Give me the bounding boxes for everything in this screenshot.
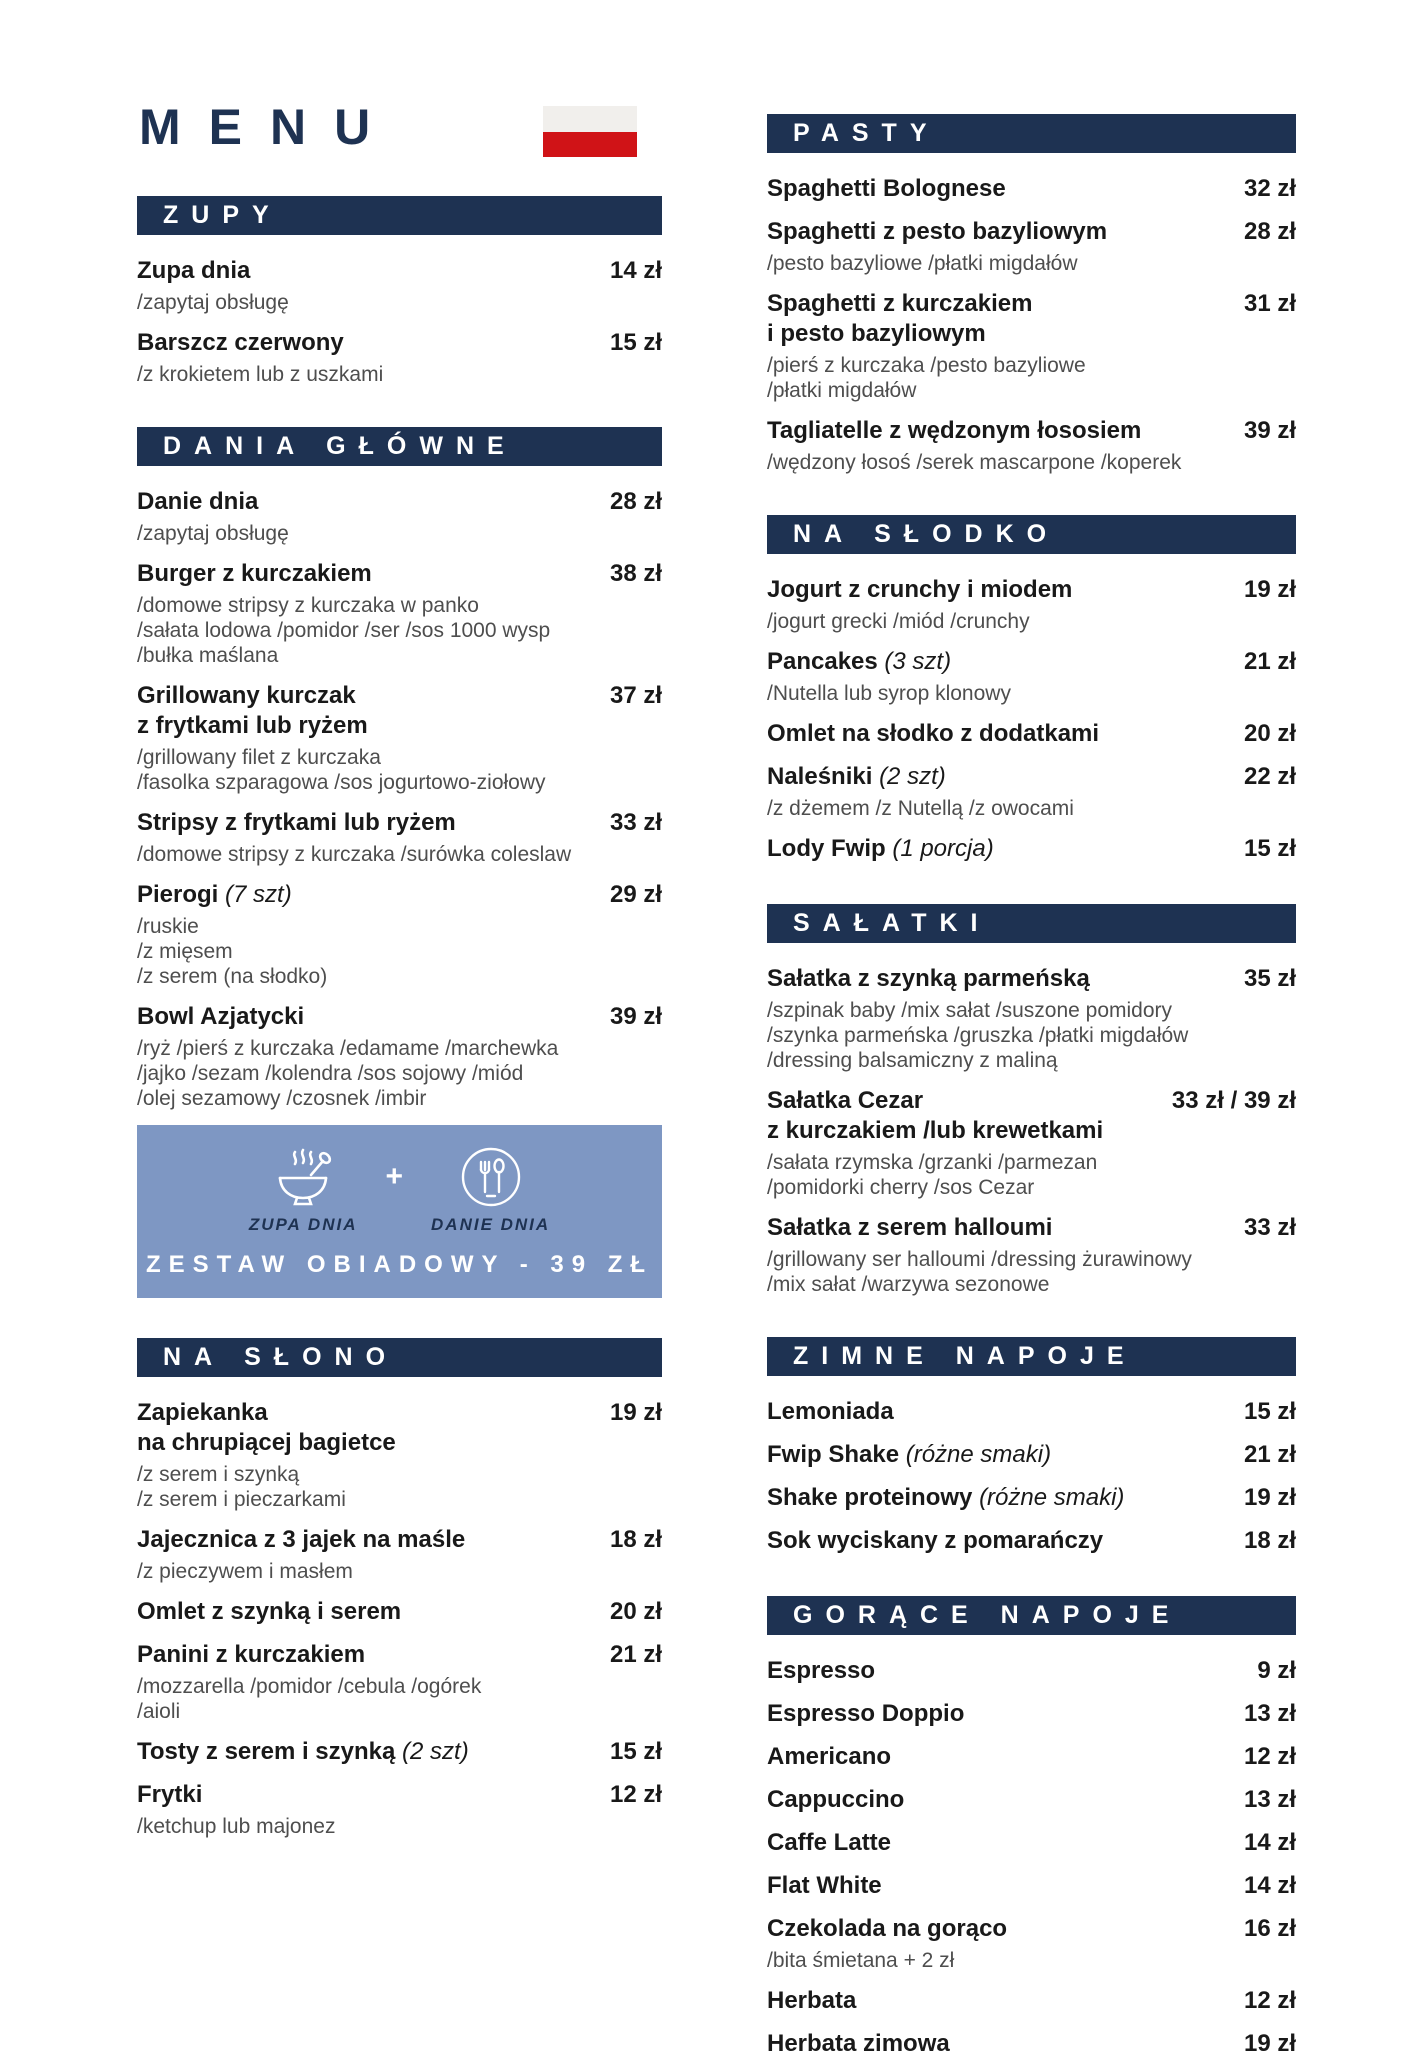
item-name-line: Zapiekanka (137, 1399, 268, 1426)
section-header (767, 114, 1296, 153)
menu-item (767, 762, 1296, 821)
menu-item (137, 880, 662, 989)
item-name (767, 1828, 891, 1858)
item-description (767, 681, 1296, 706)
item-description-line: /jogurt grecki /miód /crunchy (767, 610, 1030, 633)
item-name-line: Spaghetti Bolognese (767, 175, 1006, 202)
menu-item (137, 1002, 662, 1111)
item-price: 29 zł (609, 881, 662, 908)
item-quantity-note: (2 szt) (879, 763, 946, 790)
item-name-line: Tosty z serem i szynką (2 szt) (137, 1738, 469, 1765)
menu-left-column (137, 196, 662, 1852)
item-description (137, 1036, 662, 1111)
menu-item-header (137, 559, 662, 589)
item-name (137, 1398, 396, 1458)
item-name (137, 487, 258, 517)
menu-item (767, 1914, 1296, 1973)
item-description-line: /dressing balsamiczny z maliną (767, 1049, 1058, 1072)
menu-item (767, 1526, 1296, 1556)
menu-item-header (767, 416, 1296, 446)
section-header-label: ZUPY (163, 201, 282, 229)
item-description-line: /ruskie (137, 915, 199, 938)
menu-item-header (137, 1525, 662, 1555)
item-description (137, 745, 662, 795)
menu-item-header (767, 964, 1296, 994)
item-description (767, 353, 1296, 403)
item-name-line: z frytkami lub ryżem (137, 712, 368, 739)
section-header-label: GORĄCE NAPOJE (793, 1601, 1182, 1629)
item-name-line: Americano (767, 1743, 892, 1770)
menu-item (137, 328, 662, 387)
section-header (767, 904, 1296, 943)
menu-item-header (137, 328, 662, 358)
menu-item (767, 834, 1296, 864)
menu-item-header (767, 1914, 1296, 1944)
item-price: 14 zł (609, 257, 662, 284)
item-description-line: /grillowany ser halloumi /dressing żurawinowy (767, 1248, 1192, 1271)
menu-item-header (767, 575, 1296, 605)
item-description (137, 1559, 662, 1584)
item-price: 16 zł (1243, 1915, 1296, 1942)
item-name (137, 256, 250, 286)
item-name-line: Barszcz czerwony (137, 329, 344, 356)
item-description-line: /z serem i szynką (137, 1463, 300, 1486)
item-description-line: /sałata lodowa /pomidor /ser /sos 1000 wysp (137, 619, 551, 642)
menu-item (767, 289, 1296, 403)
menu-item (767, 1086, 1296, 1200)
poland-flag-white-stripe (543, 106, 637, 132)
menu-item-header (137, 256, 662, 286)
menu-item (767, 1397, 1296, 1427)
item-description-line: /zapytaj obsługę (137, 291, 289, 314)
item-description (767, 796, 1296, 821)
item-name-line: Panini z kurczakiem (137, 1641, 366, 1668)
poland-flag-red-stripe (543, 132, 637, 158)
item-name (767, 1785, 904, 1815)
item-description (137, 1674, 662, 1724)
item-price: 19 zł (1243, 576, 1296, 603)
section-header-label: NA SŁONO (163, 1343, 399, 1371)
item-name-line: Tagliatelle z wędzonym łososiem (767, 417, 1142, 444)
item-price: 18 zł (1243, 1527, 1296, 1554)
item-description-line: /bita śmietana + 2 zł (767, 1949, 955, 1972)
item-description-line: /ketchup lub majonez (137, 1815, 336, 1838)
item-name (767, 964, 1090, 994)
menu-item (767, 719, 1296, 749)
item-name (767, 1742, 891, 1772)
item-name-line: Lemoniada (767, 1398, 894, 1425)
item-description-line: /pomidorki cherry /sos Cezar (767, 1176, 1035, 1199)
item-price: 20 zł (1243, 720, 1296, 747)
menu-item-header (137, 1398, 662, 1458)
menu-item-header (767, 1828, 1296, 1858)
item-price: 21 zł (1243, 648, 1296, 675)
menu-item (137, 1398, 662, 1512)
item-price: 9 zł (1257, 1657, 1296, 1684)
menu-item-header (137, 487, 662, 517)
item-description-line: /domowe stripsy z kurczaka /surówka coleslaw (137, 843, 572, 866)
item-description (767, 1150, 1296, 1200)
promo-icons-row (249, 1145, 550, 1235)
section-header (137, 427, 662, 466)
menu-item (767, 1785, 1296, 1815)
menu-item (137, 1640, 662, 1724)
menu-item (137, 1780, 662, 1839)
item-price: 21 zł (1243, 1441, 1296, 1468)
item-name-line: Caffe Latte (767, 1829, 892, 1856)
item-description-line: /mix sałat /warzywa sezonowe (767, 1273, 1050, 1296)
lunch-set-promo (137, 1125, 662, 1298)
item-name (767, 217, 1107, 247)
menu-item (767, 964, 1296, 1073)
item-name-line: na chrupiącej bagietce (137, 1429, 396, 1456)
item-description-line: /z serem i pieczarkami (137, 1488, 346, 1511)
item-name-line: Jogurt z crunchy i miodem (767, 576, 1073, 603)
item-name (767, 575, 1072, 605)
item-description-line: /sałata rzymska /grzanki /parmezan (767, 1151, 1098, 1174)
item-price: 15 zł (1243, 1398, 1296, 1425)
item-description (767, 1247, 1296, 1297)
item-name-line: Espresso (767, 1657, 876, 1684)
menu-item (137, 1525, 662, 1584)
menu-item-header (767, 2029, 1296, 2059)
item-name-line: Danie dnia (137, 488, 259, 515)
item-description-line: /jajko /sezam /kolendra /sos sojowy /miód (137, 1062, 524, 1085)
menu-item-header (137, 681, 662, 741)
menu-item (767, 1699, 1296, 1729)
item-price: 15 zł (609, 329, 662, 356)
menu-item-header (767, 1871, 1296, 1901)
item-name-line: Burger z kurczakiem (137, 560, 372, 587)
item-name-line: Sałatka Cezar (767, 1087, 924, 1114)
item-name-line: Jajecznica z 3 jajek na maśle (137, 1526, 466, 1553)
item-description-line: /z mięsem (137, 940, 233, 963)
menu-item-header (767, 1656, 1296, 1686)
menu-item-header (767, 719, 1296, 749)
menu-item-header (767, 1785, 1296, 1815)
item-name (137, 1525, 465, 1555)
item-price: 12 zł (1243, 1743, 1296, 1770)
item-name (767, 834, 994, 864)
item-name-line: Herbata (767, 1987, 857, 2014)
item-name-line: Shake proteinowy (różne smaki) (767, 1484, 1125, 1511)
menu-item (767, 1213, 1296, 1297)
menu-item-header (767, 1986, 1296, 2016)
item-quantity-note: (1 porcja) (892, 835, 994, 862)
item-quantity-note: (różne smaki) (979, 1484, 1125, 1511)
item-name-line: Stripsy z frytkami lub ryżem (137, 809, 456, 836)
item-name-line: Omlet na słodko z dodatkami (767, 720, 1100, 747)
menu-item-header (767, 1699, 1296, 1729)
item-description (767, 1948, 1296, 1973)
item-price: 22 zł (1243, 763, 1296, 790)
menu-item (767, 1483, 1296, 1513)
item-description-line: /Nutella lub syrop klonowy (767, 682, 1011, 705)
item-name-line: Frytki (137, 1781, 203, 1808)
item-description-line: /z serem (na słodko) (137, 965, 328, 988)
item-description-line: /z krokietem lub z uszkami (137, 363, 384, 386)
item-quantity-note: (różne smaki) (905, 1441, 1052, 1468)
item-description-line: /zapytaj obsługę (137, 522, 289, 545)
item-description-line: /pesto bazyliowe /płatki migdałów (767, 252, 1078, 275)
item-name (767, 647, 951, 677)
menu-item (767, 2029, 1296, 2059)
menu-item-header (137, 1737, 662, 1767)
menu-item (137, 256, 662, 315)
item-quantity-note: (2 szt) (402, 1738, 469, 1765)
item-name-line: i pesto bazyliowym (767, 320, 986, 347)
item-description-line: /szynka parmeńska /gruszka /płatki migdałów (767, 1024, 1189, 1047)
item-price: 38 zł (609, 560, 662, 587)
menu-item (767, 1828, 1296, 1858)
item-price: 33 zł / 39 zł (1171, 1087, 1296, 1114)
item-description-line: /fasolka szparagowa /sos jogurtowo-ziołowy (137, 771, 546, 794)
menu-item-header (767, 289, 1296, 349)
item-price: 13 zł (1243, 1700, 1296, 1727)
item-price: 28 zł (1243, 218, 1296, 245)
item-name-line: Pierogi (7 szt) (137, 881, 292, 908)
menu-item (767, 1986, 1296, 2016)
menu-item (767, 416, 1296, 475)
item-description-line: /z pieczywem i masłem (137, 1560, 353, 1583)
item-description-line: /grillowany filet z kurczaka (137, 746, 381, 769)
item-name (137, 880, 292, 910)
item-price: 14 zł (1243, 1829, 1296, 1856)
item-name-line: Flat White (767, 1872, 882, 1899)
section-header (767, 1337, 1296, 1376)
soup-of-day-stack (249, 1145, 358, 1235)
item-price: 37 zł (609, 682, 662, 709)
item-name-line: Omlet z szynką i serem (137, 1598, 402, 1625)
item-name (137, 808, 456, 838)
item-description-line: /wędzony łosoś /serek mascarpone /koperek (767, 451, 1182, 474)
item-description (767, 450, 1296, 475)
item-name-line: Cappuccino (767, 1786, 905, 1813)
item-description (137, 1462, 662, 1512)
item-quantity-note: (3 szt) (884, 648, 952, 675)
item-name (767, 1397, 894, 1427)
item-description (137, 914, 662, 989)
menu-right-column (767, 114, 1296, 2072)
item-name (137, 328, 344, 358)
item-name-line: Zupa dnia (137, 257, 251, 284)
item-name (767, 719, 1099, 749)
item-price: 15 zł (609, 1738, 662, 1765)
item-description-line: /z dżemem /z Nutellą /z owocami (767, 797, 1074, 820)
item-name-line: Grillowany kurczak (137, 682, 356, 709)
item-description (137, 521, 662, 546)
menu-item-header (767, 217, 1296, 247)
menu-item (767, 1871, 1296, 1901)
poland-flag (543, 106, 637, 157)
section-header-label: NA SŁODKO (793, 520, 1060, 548)
item-name-line: Naleśniki (2 szt) (767, 763, 946, 790)
menu-item (137, 1737, 662, 1767)
item-name-line: Czekolada na gorąco (767, 1915, 1008, 1942)
item-name-line: Spaghetti z kurczakiem (767, 290, 1033, 317)
item-price: 19 zł (609, 1399, 662, 1426)
item-description-line: /bułka maślana (137, 644, 279, 667)
item-price: 33 zł (609, 809, 662, 836)
item-name-line: Fwip Shake (różne smaki) (767, 1441, 1052, 1468)
menu-item-header (767, 834, 1296, 864)
item-price: 20 zł (609, 1598, 662, 1625)
item-name (767, 762, 946, 792)
menu-item (767, 217, 1296, 276)
item-price: 35 zł (1243, 965, 1296, 992)
section-header (137, 196, 662, 235)
menu-item-header (767, 1086, 1296, 1146)
menu-item-header (137, 1640, 662, 1670)
item-price: 19 zł (1243, 2030, 1296, 2057)
item-name-line: Spaghetti z pesto bazyliowym (767, 218, 1108, 245)
lunch-set-banner-text: ZESTAW OBIADOWY - 39 ZŁ (145, 1250, 654, 1278)
menu-item-header (767, 1440, 1296, 1470)
menu-item (767, 575, 1296, 634)
item-name-line: Lody Fwip (1 porcja) (767, 835, 994, 862)
menu-item (137, 808, 662, 867)
item-price: 15 zł (1243, 835, 1296, 862)
item-price: 21 zł (609, 1641, 662, 1668)
item-price: 39 zł (1243, 417, 1296, 444)
item-description-line: /aioli (137, 1700, 181, 1723)
item-description-line: /szpinak baby /mix sałat /suszone pomidory (767, 999, 1173, 1022)
item-name (767, 289, 1032, 349)
item-description-line: /ryż /pierś z kurczaka /edamame /marchewka (137, 1037, 559, 1060)
plate-cutlery-icon (459, 1145, 523, 1209)
item-description-line: /płatki migdałów (767, 379, 917, 402)
menu-item (137, 681, 662, 795)
menu-item-header (767, 1526, 1296, 1556)
item-name (767, 1871, 882, 1901)
item-price: 14 zł (1243, 1872, 1296, 1899)
item-price: 13 zł (1243, 1786, 1296, 1813)
item-price: 19 zł (1243, 1484, 1296, 1511)
item-name-line: Pancakes (3 szt) (767, 648, 952, 675)
menu-item-header (767, 647, 1296, 677)
item-name (767, 1986, 856, 2016)
soup-of-day-label: ZUPA DNIA (248, 1214, 358, 1234)
item-name (767, 1526, 1103, 1556)
item-name (137, 1002, 304, 1032)
item-name-line: Herbata zimowa (767, 2030, 950, 2057)
item-price: 12 zł (1243, 1987, 1296, 2014)
item-price: 31 zł (1243, 290, 1296, 317)
menu-item (137, 559, 662, 668)
item-name (137, 1640, 365, 1670)
item-name (137, 559, 372, 589)
item-price: 39 zł (609, 1003, 662, 1030)
section-header (767, 515, 1296, 554)
item-name-line: Sałatka z serem halloumi (767, 1214, 1053, 1241)
menu-item (767, 1656, 1296, 1686)
item-quantity-note: (7 szt) (225, 881, 292, 908)
item-description-line: /mozzarella /pomidor /cebula /ogórek (137, 1675, 482, 1698)
menu-item-header (767, 174, 1296, 204)
menu-item-header (137, 808, 662, 838)
menu-item-header (767, 1397, 1296, 1427)
menu-item-header (767, 762, 1296, 792)
item-description (767, 251, 1296, 276)
item-name (767, 1914, 1007, 1944)
soup-bowl-icon (271, 1145, 335, 1209)
section-header-label: SAŁATKI (793, 909, 991, 937)
item-name (767, 1483, 1124, 1513)
item-name (137, 1597, 401, 1627)
item-name (767, 416, 1141, 446)
menu-item-header (137, 1780, 662, 1810)
section-header (767, 1596, 1296, 1635)
menu-item (767, 1440, 1296, 1470)
item-description (137, 362, 662, 387)
dish-of-day-stack (431, 1145, 550, 1235)
menu-item-header (137, 1002, 662, 1032)
menu-item (767, 647, 1296, 706)
item-description (137, 290, 662, 315)
item-price: 12 zł (609, 1781, 662, 1808)
menu-item-header (767, 1742, 1296, 1772)
item-description (767, 998, 1296, 1073)
menu-item-header (137, 1597, 662, 1627)
section-header-label: PASTY (793, 119, 940, 147)
item-name (137, 1780, 202, 1810)
item-name (137, 1737, 469, 1767)
menu-item-header (767, 1213, 1296, 1243)
item-description (137, 1814, 662, 1839)
item-name (767, 1656, 875, 1686)
item-description (767, 609, 1296, 634)
item-name (767, 1699, 964, 1729)
item-name-line: Bowl Azjatycki (137, 1003, 305, 1030)
item-name-line: Sałatka z szynką parmeńską (767, 965, 1090, 992)
menu-item (137, 1597, 662, 1627)
menu-item-header (137, 880, 662, 910)
section-header (137, 1338, 662, 1377)
item-price: 32 zł (1243, 175, 1296, 202)
plus-icon: + (385, 1159, 404, 1193)
item-name (767, 1213, 1052, 1243)
item-description-line: /pierś z kurczaka /pesto bazyliowe (767, 354, 1086, 377)
section-header-label: DANIA GŁÓWNE (163, 432, 517, 460)
menu-item (137, 487, 662, 546)
item-name (767, 2029, 950, 2059)
item-name (767, 174, 1006, 204)
item-price: 33 zł (1243, 1214, 1296, 1241)
item-price: 18 zł (609, 1526, 662, 1553)
item-name-line: z kurczakiem /lub krewetkami (767, 1117, 1104, 1144)
item-name (767, 1086, 1103, 1146)
menu-item-header (767, 1483, 1296, 1513)
dish-of-day-label: DANIE DNIA (431, 1214, 551, 1234)
item-description-line: /olej sezamowy /czosnek /imbir (137, 1087, 427, 1110)
item-name-line: Espresso Doppio (767, 1700, 965, 1727)
item-description (137, 842, 662, 867)
item-name (137, 681, 368, 741)
menu-item (767, 1742, 1296, 1772)
item-price: 28 zł (609, 488, 662, 515)
item-description (137, 593, 662, 668)
page-title: MENU (139, 99, 399, 155)
item-name-line: Sok wyciskany z pomarańczy (767, 1527, 1104, 1554)
section-header-label: ZIMNE NAPOJE (793, 1342, 1137, 1370)
menu-item (767, 174, 1296, 204)
item-description-line: /domowe stripsy z kurczaka w panko (137, 594, 479, 617)
item-name (767, 1440, 1051, 1470)
